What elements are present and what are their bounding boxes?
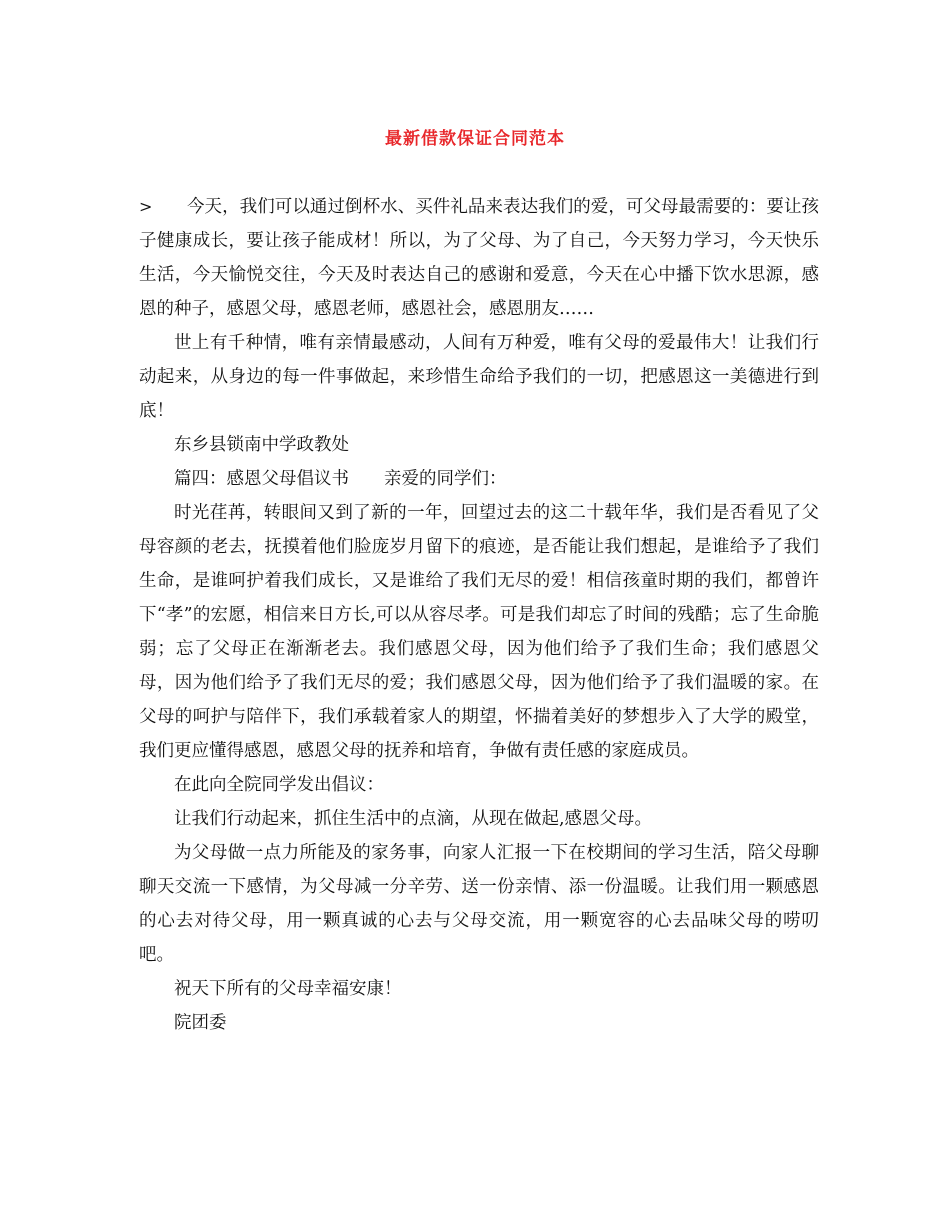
paragraph-signature-school: 东乡县锁南中学政教处 bbox=[174, 435, 349, 455]
bullet-marker: > bbox=[139, 197, 153, 216]
paragraph-blessing: 祝天下所有的父母幸福安康！ bbox=[174, 979, 402, 999]
paragraph-signature-committee: 院团委 bbox=[174, 1013, 227, 1033]
document-title: 最新借款保证合同范本 bbox=[385, 129, 565, 149]
paragraph-call-to-action: 让我们行动起来，抓住生活中的点滴，从现在做起,感恩父母。 bbox=[174, 809, 653, 829]
paragraph-section-heading: 篇四：感恩父母倡议书 亲爱的同学们： bbox=[174, 469, 507, 489]
paragraph-intro-text: 今天，我们可以通过倒杯水、买件礼品来表达我们的爱，可父母最需要的：要让孩子健康成长，要让孩子能成材！所以，为了父母、为了自己，今天努力学习，今天快乐生活，今天愉悦交往，今天及时表达自己的感谢和爱意，今天在心中播下饮水思源，感恩的种子，感恩父母，感恩老师，感恩社会，感恩朋友…… bbox=[139, 197, 819, 319]
paragraph-intro bbox=[139, 190, 819, 326]
paragraph-family-love: 世上有千种情，唯有亲情最感动，人间有万种爱，唯有父母的爱最伟大！让我们行动起来，从身边的每一件事做起，来珍惜生命给予我们的一切，把感恩这一美德进行到底！ bbox=[139, 333, 819, 421]
paragraph-household-chores: 为父母做一点力所能及的家务事，向家人汇报一下在校期间的学习生活，陪父母聊聊天交流一下感情，为父母减一分辛劳、送一份亲情、添一份温暖。让我们用一颗感恩的心去对待父母，用一颗真诚的心去与父母交流，用一颗宽容的心去品味父母的唠叨吧。 bbox=[139, 843, 819, 965]
document-body bbox=[139, 190, 819, 1040]
paragraph-time-passes: 时光荏苒，转眼间又到了新的一年，回望过去的这二十载年华，我们是否看见了父母容颜的老去，抚摸着他们脸庞岁月留下的痕迹，是否能让我们想起，是谁给予了我们生命，是谁呵护着我们成长，又是谁给了我们无尽的爱！相信孩童时期的我们，都曾许下“孝”的宏愿，相信来日方长,可以从容尽孝。可是我们却忘了时间的残酷；忘了生命脆弱；忘了父母正在渐渐老去。我们感恩父母，因为他们给予了我们生命；我们感恩父母，因为他们给予了我们无尽的爱；我们感恩父母，因为他们给予了我们温暖的家。在父母的呵护与陪伴下，我们承载着家人的期望，怀揣着美好的梦想步入了大学的殿堂，我们更应懂得感恩，感恩父母的抚养和培育，争做有责任感的家庭成员。 bbox=[139, 503, 819, 761]
paragraph-proposal-intro: 在此向全院同学发出倡议： bbox=[174, 775, 384, 795]
